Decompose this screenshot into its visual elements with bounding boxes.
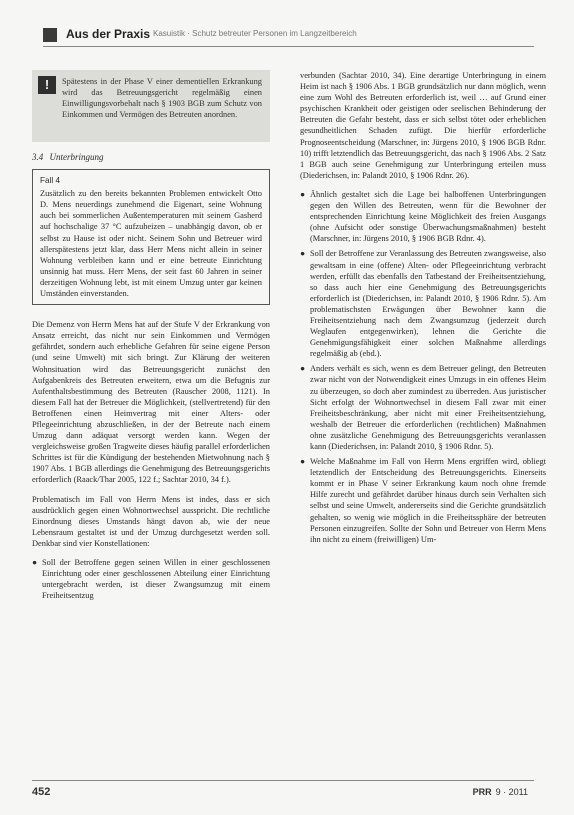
- section-marker-square: [43, 28, 57, 42]
- body-paragraph: Die Demenz von Herrn Mens hat auf der Stufe V der Erkrankung von Ansatz erreicht, das nicht nur sein Einkommen und Vermögen gefährdet, sondern auch erhebliche Gefahren für seine eigene Person (und seine Umwelt) mit sich bringt. Zur Klärung der weiteren Wohnsituation wird das Betreuungsgericht zunächst den Aufgabenkreis des Betreuten erweitern, etwa um die Befugnis zur Aufenthaltsbestimmung des Betreuten (Rauscher 2008, 1121). In diesem Fall hat der Betreuer die Möglichkeit, (stellvertretend) für den Betroffenen einen Heimvertrag mit einer Alters- oder Pflegeeinrichtung abzuschließen, in der der Betreute nach einem Umzug dann adäquat versorgt werden kann. Wegen der vergleichsweise großen Tragweite dieses häufig parallel erforderlichen Schrittes ist für die Kündigung der bestehenden Mietwohnung nach § 1907 Abs. 1 BGB allerdings die Genehmigung des Betreuungsgerichts erforderlich (Raack/Thar 2005, 122 f.; Sachtar 2010, 34 f.).: [32, 320, 270, 485]
- list-item: [300, 456, 546, 545]
- page-header: [0, 22, 574, 48]
- case-text: Zusätzlich zu den bereits bekannten Problemen entwickelt Otto D. Mens neuerdings zunehmend die Eigenart, seine Wohnung auch bei sommerlichen Außentemperaturen mit seinem Gasherd auf hochschalige 37 °C aufzuheizen – unabhängig davon, ob er selbst zu Hause ist oder nicht. Seinem Sohn und Betreuer wird allerspätestens jetzt klar, dass Herr Mens nicht allein in seiner Wohnung verbleiben kann und er eine betreute Einrichtung unsinnig hat muss. Herr Mens, der seit fast 60 Jahren in seiner derzeitigen Wohnung lebt, ist mit einem Umzug unter gar keinen Umständen einverstanden.: [40, 189, 262, 299]
- bullet-list: [300, 189, 546, 545]
- case-title: Fall 4: [40, 176, 61, 186]
- issue-number: 9 · 2011: [495, 787, 528, 797]
- list-item-text: Ähnlich gestaltet sich die Lage bei halboffenen Unterbringungen gegen den Willen des Betreuten, wenn für die Bewohner der entsprechenden Einrichtung keine Möglichkeit des freien Ausgangs (ohne Aufsicht oder sonstige Überwachungsmaßnahmen) besteht (Marschner, in: Jürgens 2010, § 1906 BGB Rdnr. 4).: [310, 189, 546, 244]
- list-item-text: Soll der Betroffene gegen seinen Willen in einer geschlossenen Einrichtung oder einer geschlossenen Abteilung einer Einrichtung untergebracht werden, ist dieser Zwangsumzug mit einem Freiheitsentzug: [42, 558, 270, 601]
- page-footer: [0, 780, 574, 804]
- journal-name: PRR: [472, 787, 492, 797]
- section-heading: [32, 152, 270, 163]
- case-box: [32, 169, 270, 305]
- list-item: [300, 363, 546, 452]
- bullet-icon: ●: [300, 189, 306, 199]
- callout-box: [32, 70, 270, 142]
- bullet-icon: ●: [300, 457, 306, 467]
- bullet-icon: ●: [300, 364, 306, 374]
- body-paragraph: Problematisch im Fall von Herrn Mens ist indes, dass er sich ausdrücklich gegen einen Wohnortwechsel ausspricht. Die rechtliche Einordnung dieses Umstands hängt davon ab, wie der neue Lebensraum gestaltet ist und der Umzug durchgesetzt werden soll. Denkbar sind vier Konstellationen:: [32, 494, 270, 548]
- body-paragraph: verbunden (Sachtar 2010, 34). Eine derartige Unterbringung in einem Heim ist nach § 1906 Abs. 1 BGB grundsätzlich nur dann möglich, wenn eine zum Wohl des Betreuten erforderlich ist, weil … auf Grund einer psychischen Krankheit oder geistigen oder seelischen Behinderung der Betreuten die Gefahr besteht, dass er sich selbst tötet oder erheblichen gesundheitlichen Schaden zufügt. Die hierfür erforderliche Prognoseentscheidung (Marschner, in: Jürgens 2010, § 1906 BGB Rdnr. 10) trifft letztendlich das Betreuungsgericht, das nach § 1906 Abs. 2 Satz 1 BGB auch seine Genehmigung zur Unterbringung erteilen muss (Diederichsen, in: Palandt 2010, § 1906 Rdnr. 26).: [300, 71, 546, 180]
- bullet-list: [32, 557, 270, 601]
- list-item-text: Welche Maßnahme im Fall von Herrn Mens ergriffen wird, obliegt letztendlich der Entscheidung des Betreuungsgerichts. Einerseits kommt er in Phase V seiner Erkrankung kaum noch ohne fremde Hilfe zurecht und gefährdet darüber hinaus durch sein Verhalten sich selbst und seine Umwelt, andererseits sind die Gerichte grundsätzlich gehalten, so wenig wie möglich in die Freiheitssphäre der betreuten Personen einzugreifen. Sollte der Sohn und Betreuer von Herrn Mens ihn nicht zu einem (freiwilligen) Um-: [310, 457, 546, 544]
- section-heading-title: Unterbringung: [49, 152, 104, 162]
- right-column: [300, 70, 546, 549]
- journal-issue: [473, 787, 528, 797]
- list-item-text: Anders verhält es sich, wenn es dem Betreuer gelingt, den Betreuten zwar nicht von der Notwendigkeit eines Umzugs in ein offenes Heim zu überzeugen, so doch aber zumindest zu überreden. Aus juristischer Sicht erfolgt der Wohnortwechsel in diesem Fall zwar mit einer Freiheitsbeschränkung, aber nicht mit einer Freiheitsentziehung, weshalb der Betreuer die erforderlichen (rechtlichen) Maßnahmen ohne zusätzliche Genehmigung des Betreuungsgerichts veranlassen kann (Diederichsen, in: Palandt 2010, § 1906 Rdnr. 5).: [310, 364, 546, 451]
- list-item: [32, 557, 270, 601]
- section-title: Aus der Praxis: [66, 27, 151, 41]
- list-item: [300, 189, 546, 244]
- left-column: [32, 70, 270, 605]
- section-subtitle: Kasuistik · Schutz betreuter Personen im Langzeitbereich: [153, 29, 357, 38]
- list-item-text: Soll der Betroffene zur Veranlassung des Betreuten zwangsweise, also gewaltsam in eine (offene) Alten- oder Pflegeeinrichtung verbracht werden, erfüllt das ebenfalls den Tatbestand der Freiheitsentziehung, so dass auch hier eine Genehmigung des Betreuungsgerichts erforderlich ist (Diederichsen, in: Palandt 2010, § 1906 Rdnr. 5). Am problematischsten Erwägungen über Bewohner kann die Freiheitsentziehung nach dem Zwangsumzug (jederzeit durch Weglaufen entgegenwirken), lehnen die Gerichte die Genehmigungsfähigkeit einer solchen Maßnahme allerdings regelmäßig ab (ebd.).: [310, 249, 546, 359]
- page-number: 452: [32, 786, 51, 798]
- list-item: [300, 248, 546, 359]
- callout-text: Spätestens in der Phase V einer dementiellen Erkrankung wird das Betreuungsgericht regelmäßig einen Einwilligungsvorbehalt nach § 1903 BGB zum Schutz von Einkommen und Vermögen des Betreuten anordnen.: [62, 77, 262, 120]
- footer-rule: [32, 780, 534, 781]
- bullet-icon: ●: [32, 558, 38, 567]
- section-number: 3.4: [32, 152, 44, 162]
- exclamation-icon: !: [38, 76, 56, 94]
- header-rule: [43, 46, 534, 47]
- bullet-icon: ●: [300, 249, 306, 259]
